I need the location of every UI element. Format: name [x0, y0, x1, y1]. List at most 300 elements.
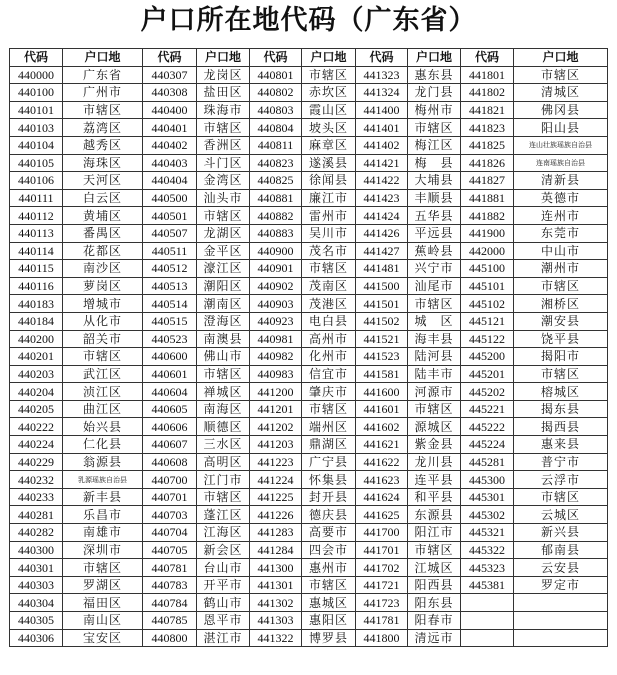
region-code-cell: 445321: [461, 524, 514, 542]
region-code-cell: 440106: [10, 172, 63, 190]
region-code-cell: 440101: [10, 101, 63, 119]
region-code-cell: 445222: [461, 418, 514, 436]
region-code-cell: 440783: [143, 576, 197, 594]
region-code-cell: 440303: [10, 576, 63, 594]
region-code-cell: 440116: [10, 277, 63, 295]
region-name-cell: 越秀区: [63, 136, 143, 154]
region-name-cell: 清远市: [408, 629, 461, 647]
region-code-cell: 440881: [250, 189, 302, 207]
region-code-cell: 440882: [250, 207, 302, 225]
region-name-cell: 鹤山市: [197, 594, 250, 612]
table-row: [10, 559, 608, 577]
header-row: [10, 49, 608, 67]
region-code-cell: 440608: [143, 453, 197, 471]
region-name-cell: 平远县: [408, 224, 461, 242]
region-code-cell: 441721: [356, 576, 408, 594]
table-row: [10, 242, 608, 260]
region-code-cell: 441423: [356, 189, 408, 207]
region-name-cell: 雷州市: [302, 207, 356, 225]
region-code-cell: 445221: [461, 400, 514, 418]
region-name-cell: 广州市: [63, 84, 143, 102]
region-name-cell: 霞山区: [302, 101, 356, 119]
column-header-code: 代码: [10, 49, 63, 67]
region-name-cell: 化州市: [302, 348, 356, 366]
region-code-cell: 441802: [461, 84, 514, 102]
region-name-cell: 惠阳区: [302, 612, 356, 630]
region-code-cell: 445224: [461, 436, 514, 454]
region-code-cell: 441900: [461, 224, 514, 242]
region-name-cell: 市辖区: [302, 576, 356, 594]
table-row: [10, 312, 608, 330]
region-name-cell: 萝岗区: [63, 277, 143, 295]
region-code-cell: 441602: [356, 418, 408, 436]
region-code-cell: 441203: [250, 436, 302, 454]
region-code-cell: 441284: [250, 541, 302, 559]
region-code-cell: 441623: [356, 471, 408, 489]
region-code-cell: 440103: [10, 119, 63, 137]
region-name-cell: 阳春市: [408, 612, 461, 630]
region-name-cell: 市辖区: [514, 277, 608, 295]
region-name-cell: 普宁市: [514, 453, 608, 471]
region-code-cell: [461, 629, 514, 647]
region-code-cell: 441521: [356, 330, 408, 348]
region-code-cell: 441523: [356, 348, 408, 366]
region-code-cell: 440800: [143, 629, 197, 647]
region-code-cell: 440113: [10, 224, 63, 242]
region-name-cell: 荔湾区: [63, 119, 143, 137]
region-code-cell: 441826: [461, 154, 514, 172]
region-code-cell: 441600: [356, 383, 408, 401]
region-code-cell: 440100: [10, 84, 63, 102]
region-code-cell: 440700: [143, 471, 197, 489]
region-name-cell: 盐田区: [197, 84, 250, 102]
region-code-cell: 441502: [356, 312, 408, 330]
region-code-cell: 440823: [250, 154, 302, 172]
region-code-cell: 440901: [250, 260, 302, 278]
region-code-cell: 440781: [143, 559, 197, 577]
region-code-cell: 441723: [356, 594, 408, 612]
region-name-cell: 市辖区: [408, 400, 461, 418]
region-name-cell: 海丰县: [408, 330, 461, 348]
region-code-cell: 440601: [143, 365, 197, 383]
region-name-cell: 连平县: [408, 471, 461, 489]
region-code-cell: 440308: [143, 84, 197, 102]
region-code-cell: 440112: [10, 207, 63, 225]
region-name-cell: 南雄市: [63, 524, 143, 542]
region-name-cell: 市辖区: [302, 66, 356, 84]
region-name-cell: 新兴县: [514, 524, 608, 542]
table-row: [10, 224, 608, 242]
region-name-cell: [514, 629, 608, 647]
table-row: [10, 594, 608, 612]
region-name-cell: 四会市: [302, 541, 356, 559]
region-name-cell: 番禺区: [63, 224, 143, 242]
region-name-cell: 武江区: [63, 365, 143, 383]
region-name-cell: 深圳市: [63, 541, 143, 559]
region-code-cell: 440201: [10, 348, 63, 366]
region-name-cell: 江门市: [197, 471, 250, 489]
region-name-cell: 东源县: [408, 506, 461, 524]
region-name-cell: 湘桥区: [514, 295, 608, 313]
region-name-cell: 清新县: [514, 172, 608, 190]
region-name-cell: 惠州市: [302, 559, 356, 577]
region-name-cell: 南山区: [63, 612, 143, 630]
table-row: [10, 101, 608, 119]
region-name-cell: 濠江区: [197, 260, 250, 278]
region-code-cell: 441200: [250, 383, 302, 401]
region-code-cell: 441422: [356, 172, 408, 190]
region-name-cell: 阳江市: [408, 524, 461, 542]
region-code-cell: 440300: [10, 541, 63, 559]
table-row: [10, 260, 608, 278]
region-code-cell: 445201: [461, 365, 514, 383]
table-row: [10, 172, 608, 190]
table-row: [10, 506, 608, 524]
region-name-cell: 广东省: [63, 66, 143, 84]
region-code-cell: 441224: [250, 471, 302, 489]
region-code-cell: 440282: [10, 524, 63, 542]
region-code-cell: 441323: [356, 66, 408, 84]
region-name-cell: 云城区: [514, 506, 608, 524]
region-code-cell: 441701: [356, 541, 408, 559]
region-name-cell: 斗门区: [197, 154, 250, 172]
region-code-cell: 441401: [356, 119, 408, 137]
region-name-cell: 郁南县: [514, 541, 608, 559]
region-name-cell: 佛冈县: [514, 101, 608, 119]
region-name-cell: 梅 县: [408, 154, 461, 172]
region-code-cell: 441801: [461, 66, 514, 84]
table-row: [10, 453, 608, 471]
region-name-cell: 榕城区: [514, 383, 608, 401]
region-code-cell: 440512: [143, 260, 197, 278]
region-code-cell: 440400: [143, 101, 197, 119]
region-code-cell: 441827: [461, 172, 514, 190]
region-name-cell: 台山市: [197, 559, 250, 577]
region-code-cell: 440825: [250, 172, 302, 190]
region-code-cell: 445121: [461, 312, 514, 330]
region-code-cell: 440222: [10, 418, 63, 436]
region-name-cell: 市辖区: [302, 400, 356, 418]
region-code-cell: 441823: [461, 119, 514, 137]
table-row: [10, 136, 608, 154]
region-name-cell: 龙门县: [408, 84, 461, 102]
region-code-cell: 441324: [356, 84, 408, 102]
region-name-cell: 惠来县: [514, 436, 608, 454]
region-code-cell: 445101: [461, 277, 514, 295]
table-row: [10, 383, 608, 401]
region-name-cell: 龙川县: [408, 453, 461, 471]
region-code-cell: 441226: [250, 506, 302, 524]
region-name-cell: 电白县: [302, 312, 356, 330]
region-code-cell: 440785: [143, 612, 197, 630]
region-code-cell: 445202: [461, 383, 514, 401]
region-name-cell: 曲江区: [63, 400, 143, 418]
region-name-cell: 端州区: [302, 418, 356, 436]
region-name-cell: 阳西县: [408, 576, 461, 594]
region-name-cell: 阳山县: [514, 119, 608, 137]
region-code-cell: 441223: [250, 453, 302, 471]
region-name-cell: 揭阳市: [514, 348, 608, 366]
region-code-cell: 440233: [10, 488, 63, 506]
region-name-cell: 德庆县: [302, 506, 356, 524]
region-code-cell: 441301: [250, 576, 302, 594]
region-name-cell: 吴川市: [302, 224, 356, 242]
region-name-cell: 丰顺县: [408, 189, 461, 207]
region-code-cell: 440224: [10, 436, 63, 454]
region-name-cell: 梅江区: [408, 136, 461, 154]
region-code-cell: 445100: [461, 260, 514, 278]
region-name-cell: 陆丰市: [408, 365, 461, 383]
region-name-cell: 揭东县: [514, 400, 608, 418]
region-code-cell: 445301: [461, 488, 514, 506]
region-code-cell: 440703: [143, 506, 197, 524]
region-name-cell: 紫金县: [408, 436, 461, 454]
region-code-cell: 441700: [356, 524, 408, 542]
region-code-cell: 440604: [143, 383, 197, 401]
column-header-code: 代码: [356, 49, 408, 67]
region-code-cell: 440115: [10, 260, 63, 278]
region-code-cell: 440704: [143, 524, 197, 542]
region-name-cell: 市辖区: [197, 119, 250, 137]
table-row: [10, 471, 608, 489]
region-code-cell: 440804: [250, 119, 302, 137]
region-code-cell: 441225: [250, 488, 302, 506]
column-header-code: 代码: [250, 49, 302, 67]
region-code-cell: 441481: [356, 260, 408, 278]
region-code-cell: [461, 612, 514, 630]
region-name-cell: 天河区: [63, 172, 143, 190]
region-code-cell: 440111: [10, 189, 63, 207]
region-name-cell: 市辖区: [408, 119, 461, 137]
region-name-cell: 阳东县: [408, 594, 461, 612]
region-name-cell: 乳源瑶族自治县: [63, 471, 143, 489]
table-row: [10, 365, 608, 383]
region-name-cell: 龙岗区: [197, 66, 250, 84]
region-name-cell: 徐闻县: [302, 172, 356, 190]
region-name-cell: 广宁县: [302, 453, 356, 471]
region-code-cell: 440500: [143, 189, 197, 207]
region-name-cell: 坡头区: [302, 119, 356, 137]
region-name-cell: 罗湖区: [63, 576, 143, 594]
region-code-cell: 440305: [10, 612, 63, 630]
region-name-cell: 连南瑶族自治县: [514, 154, 608, 172]
region-name-cell: 潮州市: [514, 260, 608, 278]
region-name-cell: 乐昌市: [63, 506, 143, 524]
region-name-cell: 宝安区: [63, 629, 143, 647]
region-code-cell: 440605: [143, 400, 197, 418]
region-name-cell: 惠东县: [408, 66, 461, 84]
table-row: [10, 524, 608, 542]
region-code-cell: 441624: [356, 488, 408, 506]
region-name-cell: 惠城区: [302, 594, 356, 612]
region-code-cell: 441625: [356, 506, 408, 524]
column-header-place: 户口地: [408, 49, 461, 67]
region-code-cell: 445322: [461, 541, 514, 559]
region-code-cell: 440600: [143, 348, 197, 366]
region-name-cell: 连州市: [514, 207, 608, 225]
region-code-cell: 441882: [461, 207, 514, 225]
region-name-cell: 大埔县: [408, 172, 461, 190]
region-name-cell: 香洲区: [197, 136, 250, 154]
region-code-cell: 440802: [250, 84, 302, 102]
region-code-cell: 445381: [461, 576, 514, 594]
region-code-cell: 440304: [10, 594, 63, 612]
table-row: [10, 436, 608, 454]
table-row: [10, 66, 608, 84]
region-code-cell: 440513: [143, 277, 197, 295]
region-name-cell: 信宜市: [302, 365, 356, 383]
region-name-cell: 江城区: [408, 559, 461, 577]
region-name-cell: 澄海区: [197, 312, 250, 330]
region-code-cell: 441303: [250, 612, 302, 630]
region-code-cell: 440203: [10, 365, 63, 383]
region-name-cell: 廉江市: [302, 189, 356, 207]
page-title: 户口所在地代码（广东省）: [140, 5, 477, 36]
region-name-cell: 南沙区: [63, 260, 143, 278]
region-code-cell: 440705: [143, 541, 197, 559]
region-code-cell: 440205: [10, 400, 63, 418]
region-name-cell: 浈江区: [63, 383, 143, 401]
region-name-cell: 潮安县: [514, 312, 608, 330]
region-name-cell: 蕉岭县: [408, 242, 461, 260]
table-row: [10, 295, 608, 313]
region-code-cell: 441601: [356, 400, 408, 418]
region-code-cell: 440883: [250, 224, 302, 242]
region-name-cell: 揭西县: [514, 418, 608, 436]
region-code-cell: 441402: [356, 136, 408, 154]
region-name-cell: 韶关市: [63, 330, 143, 348]
region-name-cell: 翁源县: [63, 453, 143, 471]
region-code-cell: 441427: [356, 242, 408, 260]
region-code-cell: 445323: [461, 559, 514, 577]
region-name-cell: 市辖区: [302, 260, 356, 278]
table-row: [10, 348, 608, 366]
region-code-cell: 440701: [143, 488, 197, 506]
region-code-cell: 440200: [10, 330, 63, 348]
region-name-cell: 市辖区: [514, 66, 608, 84]
column-header-place: 户口地: [514, 49, 608, 67]
region-name-cell: 博罗县: [302, 629, 356, 647]
region-code-cell: 440307: [143, 66, 197, 84]
region-name-cell: 封开县: [302, 488, 356, 506]
region-name-cell: 肇庆市: [302, 383, 356, 401]
column-header-code: 代码: [143, 49, 197, 67]
region-code-cell: 445122: [461, 330, 514, 348]
region-code-cell: 442000: [461, 242, 514, 260]
region-code-cell: 440983: [250, 365, 302, 383]
region-code-cell: 441501: [356, 295, 408, 313]
region-code-cell: 440301: [10, 559, 63, 577]
table-row: [10, 576, 608, 594]
region-code-cell: 441426: [356, 224, 408, 242]
region-name-cell: 高要市: [302, 524, 356, 542]
region-code-cell: 445281: [461, 453, 514, 471]
region-name-cell: 市辖区: [63, 101, 143, 119]
region-name-cell: 和平县: [408, 488, 461, 506]
table-row: [10, 418, 608, 436]
region-name-cell: 湛江市: [197, 629, 250, 647]
region-code-cell: 440403: [143, 154, 197, 172]
region-name-cell: 恩平市: [197, 612, 250, 630]
region-name-cell: 源城区: [408, 418, 461, 436]
region-code-cell: 441201: [250, 400, 302, 418]
region-code-cell: 445200: [461, 348, 514, 366]
region-name-cell: 汕头市: [197, 189, 250, 207]
region-code-cell: 440402: [143, 136, 197, 154]
region-code-cell: 440183: [10, 295, 63, 313]
region-name-cell: 海珠区: [63, 154, 143, 172]
region-name-cell: 南澳县: [197, 330, 250, 348]
region-code-cell: 441424: [356, 207, 408, 225]
region-code-cell: 441781: [356, 612, 408, 630]
table-body: [10, 66, 608, 647]
region-name-cell: [514, 612, 608, 630]
table-row: [10, 84, 608, 102]
region-name-cell: 市辖区: [197, 488, 250, 506]
table-row: [10, 189, 608, 207]
region-code-cell: 440811: [250, 136, 302, 154]
region-name-cell: 三水区: [197, 436, 250, 454]
region-name-cell: 黄埔区: [63, 207, 143, 225]
region-code-cell: 441622: [356, 453, 408, 471]
region-name-cell: 增城市: [63, 295, 143, 313]
region-code-cell: 440606: [143, 418, 197, 436]
region-code-cell: 440000: [10, 66, 63, 84]
region-name-cell: 连山壮族瑶族自治县: [514, 136, 608, 154]
region-name-cell: 潮南区: [197, 295, 250, 313]
region-name-cell: 梅州市: [408, 101, 461, 119]
table-row: [10, 277, 608, 295]
region-name-cell: 龙湖区: [197, 224, 250, 242]
region-name-cell: 高州市: [302, 330, 356, 348]
region-code-cell: 440511: [143, 242, 197, 260]
region-name-cell: 云浮市: [514, 471, 608, 489]
region-name-cell: 河源市: [408, 383, 461, 401]
region-name-cell: 蓬江区: [197, 506, 250, 524]
region-name-cell: 江海区: [197, 524, 250, 542]
region-name-cell: 市辖区: [63, 559, 143, 577]
region-code-cell: 440982: [250, 348, 302, 366]
region-name-cell: 陆河县: [408, 348, 461, 366]
region-code-cell: 440607: [143, 436, 197, 454]
region-name-cell: 茂南区: [302, 277, 356, 295]
region-name-cell: 饶平县: [514, 330, 608, 348]
region-name-cell: 开平市: [197, 576, 250, 594]
region-code-cell: 441500: [356, 277, 408, 295]
region-name-cell: 茂名市: [302, 242, 356, 260]
region-code-cell: 441400: [356, 101, 408, 119]
region-name-cell: 市辖区: [408, 295, 461, 313]
region-name-cell: 茂港区: [302, 295, 356, 313]
region-code-cell: 441322: [250, 629, 302, 647]
region-name-cell: 市辖区: [197, 207, 250, 225]
region-code-cell: 440204: [10, 383, 63, 401]
region-name-cell: 鼎湖区: [302, 436, 356, 454]
region-code-table: [9, 48, 608, 647]
region-code-cell: 441821: [461, 101, 514, 119]
column-header-place: 户口地: [63, 49, 143, 67]
table-row: [10, 612, 608, 630]
region-code-cell: 440232: [10, 471, 63, 489]
region-code-cell: 441581: [356, 365, 408, 383]
region-name-cell: 清城区: [514, 84, 608, 102]
region-name-cell: 白云区: [63, 189, 143, 207]
region-name-cell: 仁化县: [63, 436, 143, 454]
region-code-cell: 441825: [461, 136, 514, 154]
region-name-cell: 汕尾市: [408, 277, 461, 295]
column-header-place: 户口地: [197, 49, 250, 67]
region-code-cell: 440306: [10, 629, 63, 647]
